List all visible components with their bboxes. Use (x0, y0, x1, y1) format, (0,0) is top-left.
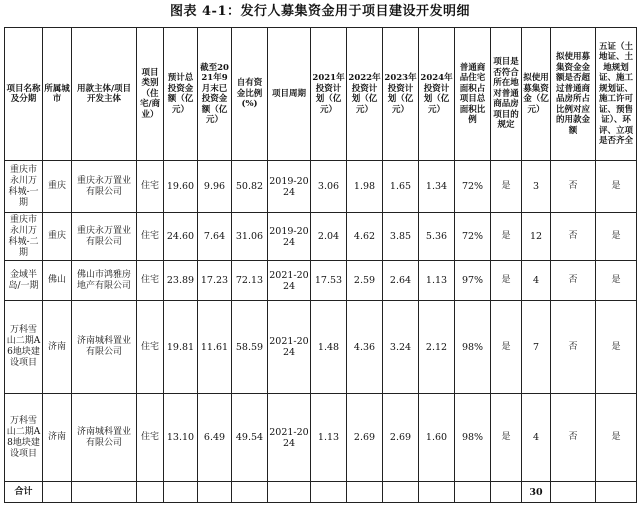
certificates-cell: 是 (596, 301, 637, 394)
developer-cell: 佛山市鸿雅房地产有限公司 (72, 261, 137, 301)
project-table (4, 27, 637, 503)
header-cell: 2021年投资计划（亿元） (311, 28, 347, 161)
period-cell: 2019-2024 (268, 213, 311, 261)
plan-2023-cell: 3.85 (383, 213, 419, 261)
city-cell: 佛山 (43, 261, 72, 301)
header-cell: 项目是否符合所在地对普通商品房项目的规定 (491, 28, 522, 161)
header-cell: 项目名称及分期 (5, 28, 43, 161)
city-cell: 重庆 (43, 161, 72, 213)
category-cell: 住宅 (137, 161, 164, 213)
empty-cell (43, 482, 72, 503)
equity-ratio-cell: 49.54 (232, 394, 268, 482)
project-name-cell: 万科雪山二期A6地块建设项目 (5, 301, 43, 394)
header-cell: 拟使用募集资金金额是否超过普通商品房所占比例对应的用款金额 (551, 28, 596, 161)
total-investment-cell: 19.60 (164, 161, 198, 213)
header-cell: 项目周期 (268, 28, 311, 161)
residential-ratio-cell: 97% (455, 261, 491, 301)
certificates-cell: 是 (596, 261, 637, 301)
plan-2021-cell: 3.06 (311, 161, 347, 213)
residential-ratio-cell: 72% (455, 161, 491, 213)
exceed-cell: 否 (551, 301, 596, 394)
total-row (5, 482, 637, 503)
equity-ratio-cell: 31.06 (232, 213, 268, 261)
category-cell: 住宅 (137, 301, 164, 394)
certificates-cell: 是 (596, 213, 637, 261)
empty-cell (232, 482, 268, 503)
header-cell: 预计总投资金额（亿元） (164, 28, 198, 161)
compliance-cell: 是 (491, 261, 522, 301)
header-cell: 普通商品住宅面积占项目总面积比例 (455, 28, 491, 161)
plan-2024-cell: 2.12 (419, 301, 455, 394)
header-cell: 五证（土地证、土地规划证、施工规划证、施工许可证、预售证）、环评、立项是否齐全 (596, 28, 637, 161)
fund-amount-cell: 12 (522, 213, 551, 261)
total-investment-cell: 24.60 (164, 213, 198, 261)
plan-2021-cell: 2.04 (311, 213, 347, 261)
header-cell: 拟使用募集资金（亿元） (522, 28, 551, 161)
project-name-cell: 重庆市永川万科城-一期 (5, 161, 43, 213)
category-cell: 住宅 (137, 213, 164, 261)
plan-2022-cell: 2.59 (347, 261, 383, 301)
compliance-cell: 是 (491, 301, 522, 394)
empty-cell (551, 482, 596, 503)
invested-cell: 17.23 (198, 261, 232, 301)
plan-2024-cell: 1.34 (419, 161, 455, 213)
fund-amount-cell: 4 (522, 261, 551, 301)
project-name-cell: 重庆市永川万科城-二期 (5, 213, 43, 261)
header-cell: 用款主体/项目开发主体 (72, 28, 137, 161)
compliance-cell: 是 (491, 161, 522, 213)
plan-2022-cell: 4.62 (347, 213, 383, 261)
exceed-cell: 否 (551, 161, 596, 213)
empty-cell (311, 482, 347, 503)
city-cell: 济南 (43, 394, 72, 482)
residential-ratio-cell: 98% (455, 394, 491, 482)
header-row (5, 28, 637, 161)
invested-cell: 6.49 (198, 394, 232, 482)
invested-cell: 11.61 (198, 301, 232, 394)
empty-cell (198, 482, 232, 503)
fund-amount-cell: 7 (522, 301, 551, 394)
compliance-cell: 是 (491, 213, 522, 261)
empty-cell (419, 482, 455, 503)
empty-cell (347, 482, 383, 503)
period-cell: 2021-2024 (268, 394, 311, 482)
table-row (5, 261, 637, 301)
city-cell: 济南 (43, 301, 72, 394)
table-row (5, 301, 637, 394)
city-cell: 重庆 (43, 213, 72, 261)
total-investment-cell: 23.89 (164, 261, 198, 301)
fund-amount-cell: 3 (522, 161, 551, 213)
empty-cell (455, 482, 491, 503)
table-row (5, 213, 637, 261)
plan-2021-cell: 1.48 (311, 301, 347, 394)
header-cell: 2022年投资计划（亿元） (347, 28, 383, 161)
exceed-cell: 否 (551, 213, 596, 261)
equity-ratio-cell: 58.59 (232, 301, 268, 394)
page-title: 图表 4-1：发行人募集资金用于项目建设开发明细 (169, 4, 470, 19)
plan-2021-cell: 1.13 (311, 394, 347, 482)
invested-cell: 9.96 (198, 161, 232, 213)
developer-cell: 济南城科置业有限公司 (72, 301, 137, 394)
invested-cell: 7.64 (198, 213, 232, 261)
compliance-cell: 是 (491, 394, 522, 482)
period-cell: 2021-2024 (268, 301, 311, 394)
plan-2024-cell: 1.60 (419, 394, 455, 482)
empty-cell (164, 482, 198, 503)
table-row (5, 394, 637, 482)
total-fund-amount: 30 (522, 482, 551, 503)
period-cell: 2019-2024 (268, 161, 311, 213)
empty-cell (596, 482, 637, 503)
plan-2023-cell: 3.24 (383, 301, 419, 394)
empty-cell (268, 482, 311, 503)
fund-amount-cell: 4 (522, 394, 551, 482)
empty-cell (383, 482, 419, 503)
plan-2022-cell: 1.98 (347, 161, 383, 213)
equity-ratio-cell: 50.82 (232, 161, 268, 213)
certificates-cell: 是 (596, 161, 637, 213)
plan-2024-cell: 1.13 (419, 261, 455, 301)
plan-2021-cell: 17.53 (311, 261, 347, 301)
exceed-cell: 否 (551, 394, 596, 482)
project-name-cell: 万科雪山二期A8地块建设项目 (5, 394, 43, 482)
table-row (5, 161, 637, 213)
header-cell: 截至2021年9月末已投资金额（亿元） (198, 28, 232, 161)
plan-2023-cell: 1.65 (383, 161, 419, 213)
developer-cell: 济南城科置业有限公司 (72, 394, 137, 482)
header-cell: 所属城市 (43, 28, 72, 161)
category-cell: 住宅 (137, 394, 164, 482)
residential-ratio-cell: 72% (455, 213, 491, 261)
plan-2024-cell: 5.36 (419, 213, 455, 261)
period-cell: 2021-2024 (268, 261, 311, 301)
empty-cell (72, 482, 137, 503)
header-cell: 2024年投资计划（亿元） (419, 28, 455, 161)
plan-2023-cell: 2.69 (383, 394, 419, 482)
category-cell: 住宅 (137, 261, 164, 301)
equity-ratio-cell: 72.13 (232, 261, 268, 301)
residential-ratio-cell: 98% (455, 301, 491, 394)
header-cell: 项目类别（住宅/商业） (137, 28, 164, 161)
empty-cell (491, 482, 522, 503)
plan-2022-cell: 4.36 (347, 301, 383, 394)
project-name-cell: 金域半岛/一期 (5, 261, 43, 301)
exceed-cell: 否 (551, 261, 596, 301)
total-investment-cell: 13.10 (164, 394, 198, 482)
total-investment-cell: 19.81 (164, 301, 198, 394)
plan-2022-cell: 2.69 (347, 394, 383, 482)
developer-cell: 重庆永万置业有限公司 (72, 213, 137, 261)
header-cell: 2023年投资计划（亿元） (383, 28, 419, 161)
certificates-cell: 是 (596, 394, 637, 482)
header-cell: 自有资金比例(%) (232, 28, 268, 161)
plan-2023-cell: 2.64 (383, 261, 419, 301)
empty-cell (137, 482, 164, 503)
total-label: 合计 (5, 482, 43, 503)
developer-cell: 重庆永万置业有限公司 (72, 161, 137, 213)
